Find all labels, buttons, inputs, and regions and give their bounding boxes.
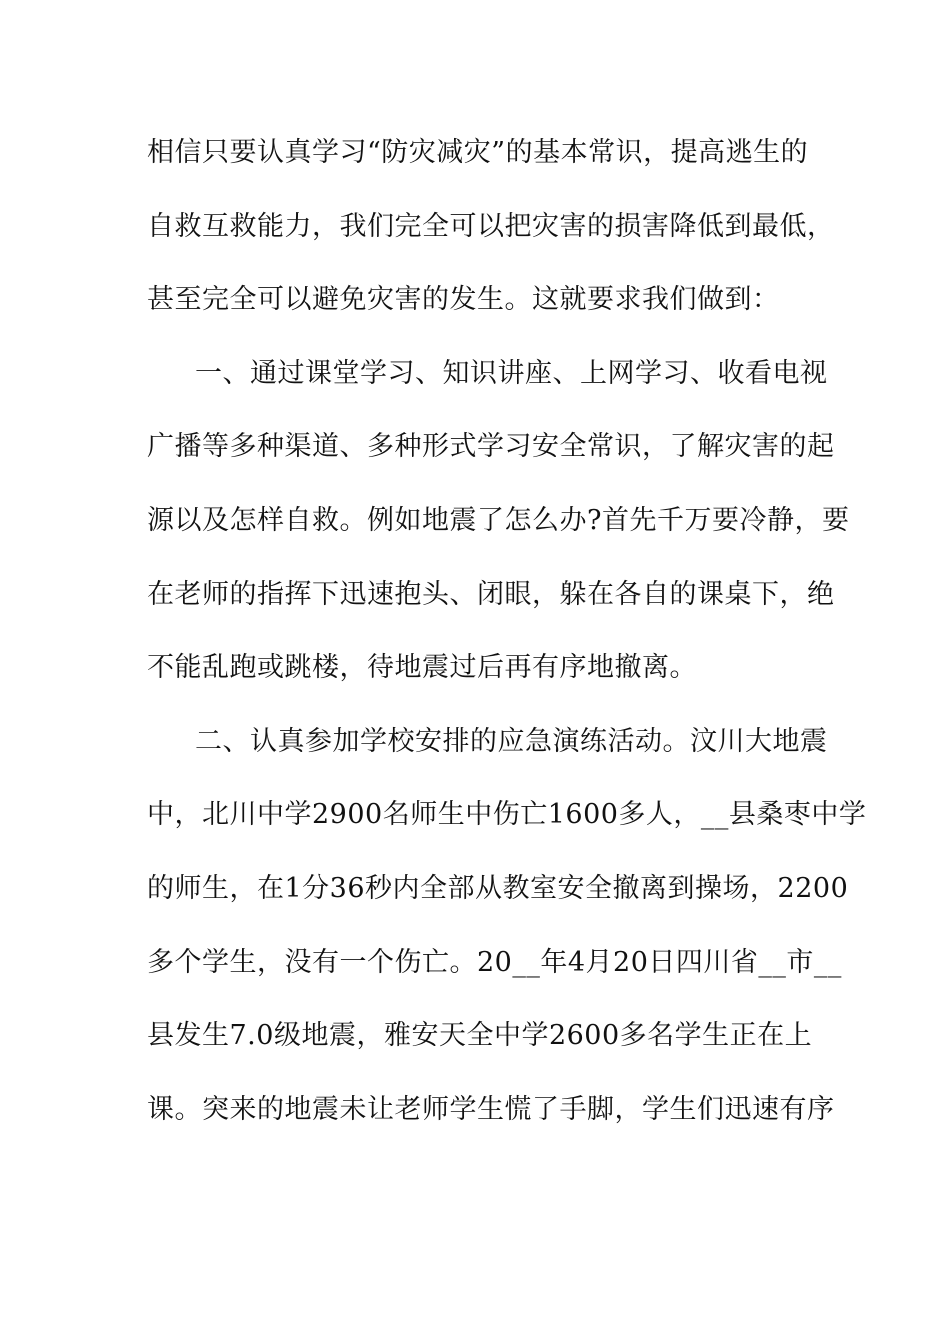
text-line: 多个学生，没有一个伤亡。20__年4月20日四川省__市__ <box>147 946 842 978</box>
text-line: 广播等多种渠道、多种形式学习安全常识，了解灾害的起 <box>147 431 835 463</box>
text-line: 的师生，在1分36秒内全部从教室安全撤离到操场，2200 <box>147 872 849 904</box>
paragraph-two-first-line: 二、认真参加学校安排的应急演练活动。汶川大地震 <box>195 725 828 757</box>
paragraph-one-first-line: 一、通过课堂学习、知识讲座、上网学习、收看电视 <box>195 357 828 389</box>
text-line: 中，北川中学2900名师生中伤亡1600多人，__县桑枣中学 <box>147 799 867 831</box>
text-line: 在老师的指挥下迅速抱头、闭眼，躲在各自的课桌下，绝 <box>147 578 835 610</box>
text-line: 相信只要认真学习“防灾减灾”的基本常识，提高逃生的 <box>147 137 809 168</box>
text-line: 不能乱跑或跳楼，待地震过后再有序地撤离。 <box>147 652 697 684</box>
text-line: 自救互救能力，我们完全可以把灾害的损害降低到最低， <box>147 210 835 242</box>
text-line: 县发生7.0级地震，雅安天全中学2600多名学生正在上 <box>147 1020 813 1052</box>
text-line: 源以及怎样自救。例如地震了怎么办?首先千万要冷静，要 <box>147 504 850 536</box>
document-body <box>147 128 867 1158</box>
text-line: 课。突来的地震未让老师学生慌了手脚，学生们迅速有序 <box>147 1093 835 1125</box>
text-line: 甚至完全可以避免灾害的发生。这就要求我们做到： <box>147 284 780 316</box>
